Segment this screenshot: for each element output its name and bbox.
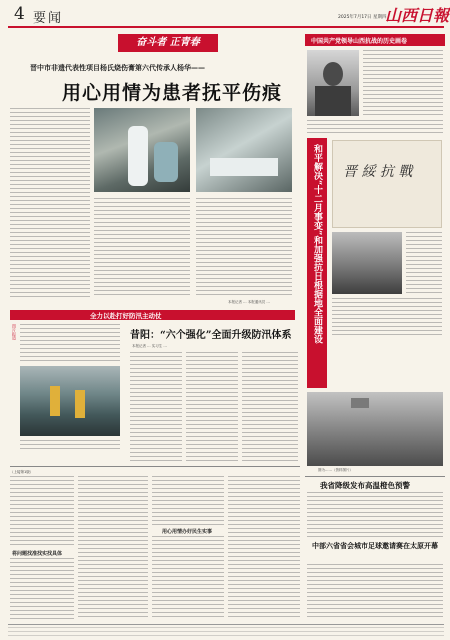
lower-text-col1b: [10, 558, 74, 620]
divider: [10, 466, 300, 467]
feature-text-col2: [94, 198, 190, 298]
subhead-livelihood: 用心用情办好民生实事: [162, 529, 213, 535]
vertical-title-box: [307, 138, 327, 388]
lower-text-col3: [152, 476, 224, 526]
soldier-caption: [406, 232, 442, 294]
kicker: 晋中市非遗代表性项目杨氏烧伤膏第六代传承人杨华——: [30, 64, 205, 72]
feature-photo-ward: [196, 108, 292, 192]
news2-headline-box: [307, 542, 443, 562]
doctor-figure-icon: [128, 126, 148, 186]
continued-label: （上接第1版）: [10, 470, 34, 474]
lower-text-col3b: [152, 536, 224, 620]
patient-figure-icon: [154, 142, 178, 182]
feature-banner-text: 奋斗者 正青春: [136, 37, 200, 48]
flood-text-col3: [242, 352, 298, 462]
history-text-lower1: [332, 298, 442, 338]
history-text-mid: [307, 120, 443, 134]
flood-photo: [20, 366, 120, 436]
subhead-problems: 将问题找准找实找具体: [12, 551, 63, 557]
portrait-body-icon: [315, 86, 351, 116]
right-divider: [305, 476, 445, 477]
history-text-top: [363, 50, 443, 116]
photo-report-text: [20, 324, 120, 364]
section-bar: [10, 310, 295, 320]
feature-text-col3: [196, 198, 292, 298]
history-banner-text: 中国共产党领导山西抗战的历史画卷: [311, 38, 408, 45]
flood-text-col1: [130, 352, 182, 462]
news1-headline: 我省降级发布高温橙色预警: [320, 481, 410, 490]
newspaper-logo: 山西日報: [385, 6, 450, 25]
feature-photo-doctor: [94, 108, 190, 192]
calligraphy-box: [332, 140, 442, 228]
section-bar-text: 全力以赴打好防汛主动仗: [90, 312, 162, 320]
crowd-photo: [307, 392, 443, 466]
crowd-caption: 图为……（资料图片）: [318, 468, 353, 472]
flood-photo-caption: [20, 440, 120, 452]
bed-icon: [210, 158, 278, 176]
masthead: [0, 0, 450, 30]
history-banner: [305, 34, 445, 46]
lower-text-col4: [228, 476, 300, 620]
worker-icon: [50, 386, 60, 416]
footer-text: [8, 627, 444, 637]
lower-text-col2: [78, 476, 148, 620]
portrait-head-icon: [323, 62, 343, 86]
flood-text-col2: [186, 352, 238, 462]
news2-headline: 中部六省省会城市足球邀请赛在太原开幕: [312, 542, 438, 550]
calligraphy-text: 晋 綏 抗 戰: [343, 164, 413, 180]
news1-text: [307, 492, 443, 538]
feature-text-col1: [10, 108, 90, 298]
photo-report-label: 图片报道: [12, 324, 17, 340]
date-line: 2025年7月17日 星期四: [338, 15, 387, 20]
lower-text-col1: [10, 476, 74, 546]
feature-banner: [118, 34, 218, 52]
soldier-photo: [332, 232, 402, 294]
page-number: 4: [14, 4, 25, 24]
feature-byline: 本报记者 … 本报通讯员 …: [228, 300, 270, 304]
flood-headline: 昔阳：“六个强化”全面升级防汛体系: [130, 330, 292, 341]
history-portrait-photo: [307, 50, 359, 116]
section-name: 要闻: [33, 11, 64, 26]
flood-byline: 本报记者 … 实习生 …: [132, 344, 167, 348]
worker-icon: [75, 390, 85, 418]
vertical-title: 和平解决“十二月事变”和加强抗日根据地全面建设: [312, 144, 322, 344]
flag-icon: [351, 398, 369, 408]
footer-rule: [8, 624, 444, 625]
headline: 用心用情为患者抚平伤痕: [62, 82, 283, 104]
masthead-rule: [8, 26, 444, 28]
news2-text: [307, 564, 443, 620]
